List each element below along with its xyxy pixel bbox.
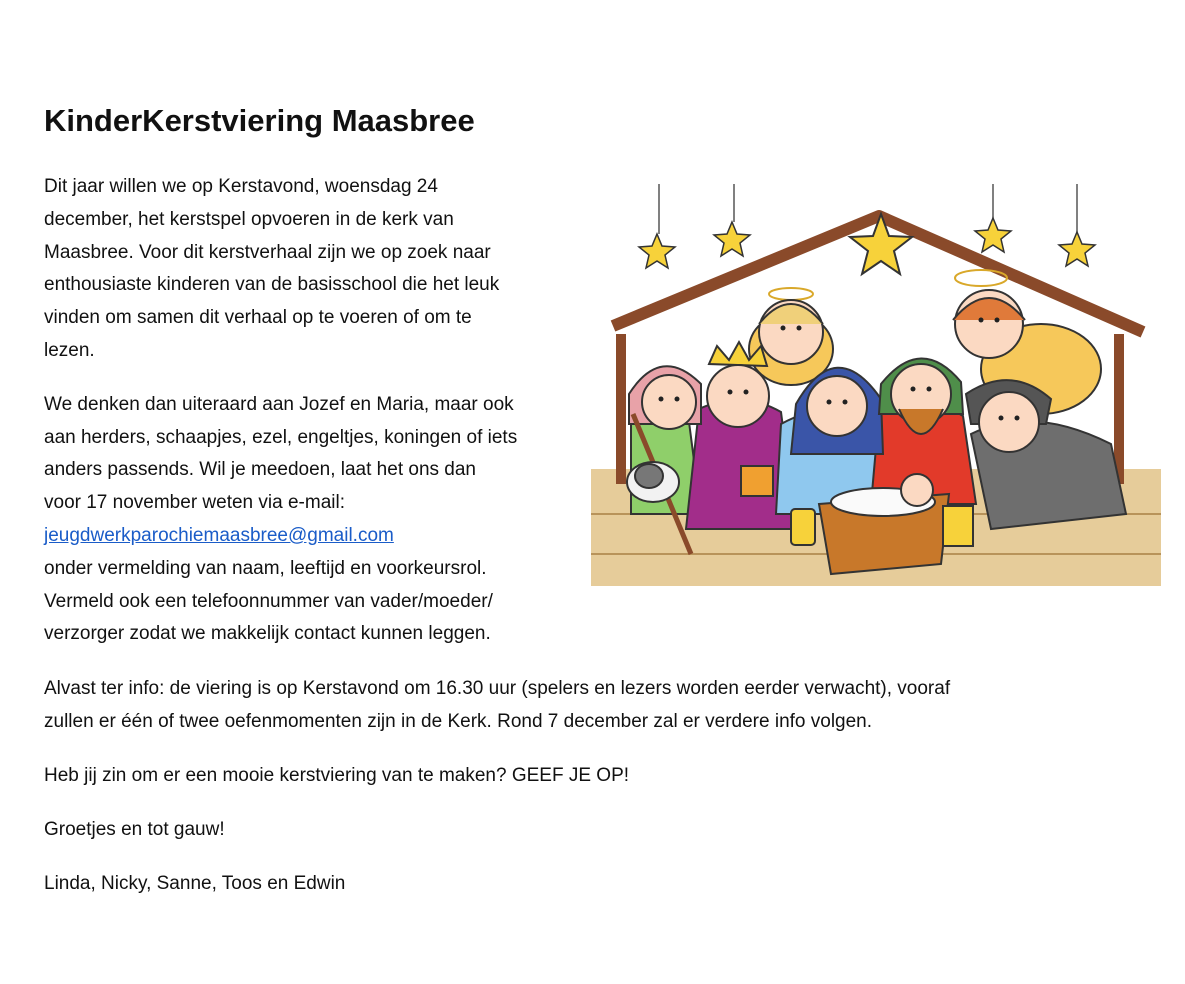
text-line: onder vermelding van naam, leeftijd en voorkeursrol. (44, 557, 487, 579)
text-line: enthousiaste kinderen van de basisschool die het leuk (44, 274, 500, 296)
text-line: aan herders, schaapjes, ezel, engeltjes, koningen of iets (44, 426, 518, 448)
text-line: We denken dan uiteraard aan Jozef en Maria, maar ook (44, 393, 514, 415)
nativity-scene-illustration (591, 184, 1161, 586)
intro-paragraph (44, 171, 580, 368)
greeting: Groetjes en tot gauw! (44, 819, 225, 840)
signature: Linda, Nicky, Sanne, Toos en Edwin (44, 873, 346, 894)
star-icon (975, 184, 1011, 252)
star-icon (714, 184, 750, 256)
intro-column (44, 171, 580, 672)
text-line: december, het kerstspel opvoeren in de kerk van (44, 208, 454, 230)
angel-figure (759, 288, 823, 364)
gift-icon (943, 506, 973, 546)
text-line: lezen. (44, 339, 95, 361)
text-line: zullen er één of twee oefenmomenten zijn in de Kerk. Rond 7 december zal er verdere info volgen. (44, 710, 873, 732)
star-icon (639, 184, 675, 268)
info-paragraph (44, 673, 1164, 739)
roles-paragraph (44, 389, 580, 651)
text-line: Dit jaar willen we op Kerstavond, woensdag 24 (44, 176, 438, 197)
text-line: vinden om samen dit verhaal op te voeren of om te (44, 307, 472, 329)
gift-icon (791, 509, 815, 545)
email-link[interactable]: jeugdwerkparochiemaasbree@gmail.com (44, 524, 394, 546)
text-line: Alvast ter info: de viering is op Kerstavond om 16.30 uur (spelers en lezers worden eerder verwacht), vooraf (44, 678, 951, 699)
angel-figure (953, 270, 1025, 358)
text-line: verzorger zodat we makkelijk contact kunnen leggen. (44, 623, 491, 645)
text-line: Vermeld ook een telefoonnummer van vader/moeder/ (44, 590, 493, 612)
sheep-figure (627, 462, 679, 502)
text-line: anders passends. Wil je meedoen, laat het ons dan (44, 459, 476, 481)
text-line: voor 17 november weten via e-mail: (44, 492, 345, 514)
call-to-action: Heb jij zin om er een mooie kerstviering van te maken? GEEF JE OP! (44, 765, 630, 786)
page-title: KinderKerstviering Maasbree (44, 103, 475, 138)
text-line: Maasbree. Voor dit kerstverhaal zijn we op zoek naar (44, 241, 491, 263)
star-icon (1059, 184, 1095, 266)
